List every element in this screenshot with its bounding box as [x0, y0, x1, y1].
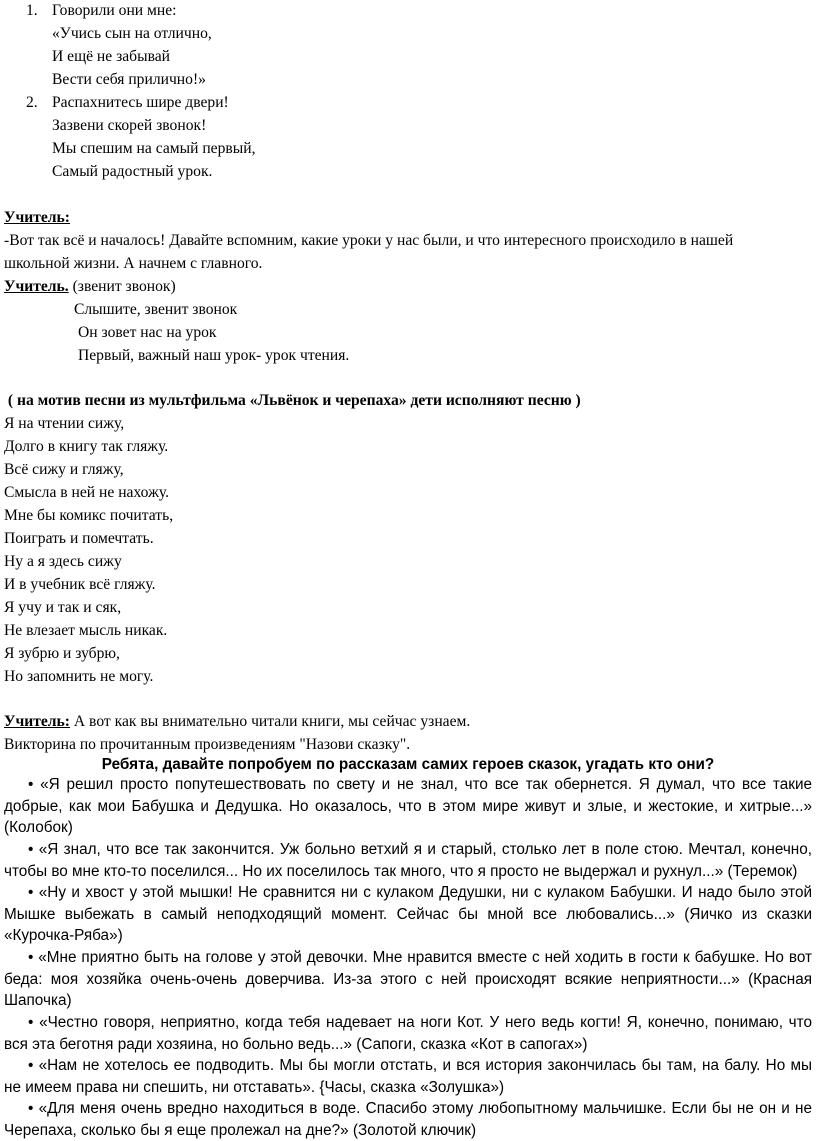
quiz-item-text: «Нам не хотелось ее подводить. Мы бы могли отстать, и вся история закончилась бы там, на балу. Но мы не имеем права ни спешить, ни отставать». {Часы, сказка «Золушка»): [4, 1057, 812, 1096]
quiz-item-text: «Для меня очень вредно находиться в воде. Спасибо этому любопытному мальчишке. Если бы не он и не Черепаха, сколько бы я еще пролежал на дне?» (Золотой ключик): [4, 1100, 812, 1139]
quiz-item: [4, 1012, 812, 1055]
song-line: Я на чтении сижу,: [4, 415, 125, 432]
bullet: •: [28, 949, 34, 966]
quiz-title: Ребята, давайте попробуем по рассказам самих героев сказок, угадать кто они?: [101, 756, 715, 773]
bullet: •: [28, 776, 34, 793]
quiz-item: [4, 774, 812, 839]
quiz-item-text: «Я знал, что все так закончится. Уж больно ветхий я и старый, столько лет в поле стою. Мечтал, конечно, чтобы во мне кто-то поселился... Но их поселилось так много, что я просто не выдержал и рухнул...» (Теремок): [4, 841, 812, 880]
quiz-item: [4, 947, 812, 1012]
song-heading: ( на мотив песни из мультфильма «Львёнок и черепаха» дети исполняют песню ): [4, 392, 581, 409]
verse-line: Слышите, звенит звонок: [74, 301, 238, 318]
poem-line: Говорили они мне:: [52, 2, 177, 19]
quiz-intro: Викторина по прочитанным произведениям "Назови сказку".: [4, 736, 411, 753]
poem-line: И ещё не забывай: [52, 48, 170, 65]
teacher-text: школьной жизни. А начнем с главного.: [4, 255, 263, 272]
quiz-item: [4, 1055, 812, 1098]
bullet: •: [28, 841, 34, 858]
song-line: Мне бы комикс почитать,: [4, 507, 174, 524]
stage-note: (звенит звонок): [68, 278, 176, 295]
poem-line: «Учись сын на отлично,: [52, 25, 212, 42]
song-line: Я учу и так и сяк,: [4, 599, 122, 616]
quiz-item-text: «Мне приятно быть на голове у этой девочки. Мне нравится вместе с ней ходить в гости к бабушке. Но вот беда: моя хозяйка очень-очень доверчива. Из-за этого с ней происходят всякие неприятности...» (Красная Шапочка): [4, 949, 812, 1010]
poem-line: Мы спешим на самый первый,: [52, 140, 256, 157]
verse-line: Первый, важный наш урок- урок чтения.: [78, 347, 350, 364]
teacher-line: [4, 712, 470, 732]
poem-line: Вести себя прилично!»: [52, 71, 206, 88]
teacher-label: Учитель.: [4, 278, 69, 295]
song-line: Смысла в ней не нахожу.: [4, 484, 169, 501]
bullet: •: [28, 884, 34, 901]
song-line: Поиграть и помечтать.: [4, 530, 154, 547]
bullet: •: [28, 1014, 34, 1031]
song-line: Я зубрю и зубрю,: [4, 645, 120, 662]
quiz-item: [4, 1098, 812, 1141]
teacher-label: Учитель:: [4, 209, 70, 226]
song-line: Ну а я здесь сижу: [4, 553, 122, 570]
song-line: Но запомнить не могу.: [4, 668, 154, 685]
song-line: Всё сижу и гляжу,: [4, 461, 124, 478]
teacher-text: А вот как вы внимательно читали книги, мы сейчас узнаем.: [70, 713, 471, 730]
song-line: Долго в книгу так гляжу.: [4, 438, 169, 455]
quiz-item: [4, 882, 812, 947]
poem-line: Зазвени скорей звонок!: [52, 117, 207, 134]
list-number-2: 2.: [26, 94, 38, 111]
poem-line: Самый радостный урок.: [52, 163, 213, 180]
teacher-text: -Вот так всё и началось! Давайте вспомним, какие уроки у нас были, и что интересного происходило в нашей: [4, 232, 734, 249]
list-number-1: 1.: [26, 2, 38, 19]
teacher-label: Учитель:: [4, 713, 70, 730]
quiz-item-text: «Честно говоря, неприятно, когда тебя надевает на ноги Кот. У него ведь когти! Я, конечно, понимаю, что вся эта беготня ради хозяина, но больно ведь...» (Сапоги, сказка «Кот в сапогах»): [4, 1014, 812, 1053]
teacher-line: [4, 277, 176, 297]
quiz-item-text: «Я решил просто попутешествовать по свету и не знал, что все так обернется. Я думал, что все такие добрые, как мои Бабушка и Дедушка. Но оказалось, что в этом мире живут и злые, и жестокие, и хитрые...» (Колобок): [4, 776, 812, 837]
song-line: И в учебник всё гляжу.: [4, 576, 156, 593]
poem-line: Распахнитесь шире двери!: [52, 94, 229, 111]
quiz-item-text: «Ну и хвост у этой мышки! Не сравнится ни с кулаком Дедушки, ни с кулаком Бабушки. И надо было этой Мышке выбежать в самый неподходящий момент. Сейчас бы мной все любовались...» (Яичко из сказки «Курочка-Ряба»): [4, 884, 812, 945]
quiz-item: [4, 839, 812, 882]
song-line: Не влезает мысль никак.: [4, 622, 168, 639]
bullet: •: [28, 1057, 34, 1074]
verse-line: Он зовет нас на урок: [78, 324, 217, 341]
bullet: •: [28, 1100, 34, 1117]
